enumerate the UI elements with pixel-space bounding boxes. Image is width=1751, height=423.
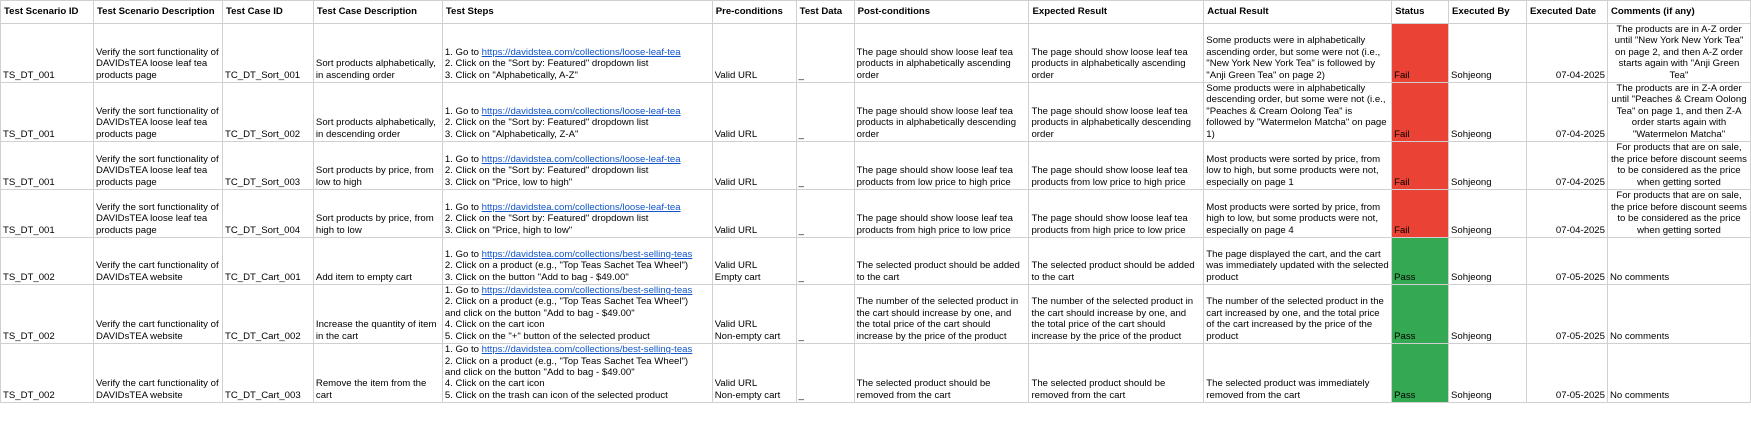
test-step (445, 47, 710, 58)
header-scenario-id[interactable]: Test Scenario ID (1, 1, 94, 24)
cell-postconditions[interactable]: The page should show loose leaf tea products in alphabetically ascending order (854, 24, 1029, 83)
cell-case-id[interactable]: TC_DT_Sort_003 (222, 142, 313, 190)
cell-preconditions[interactable]: Valid URL (712, 83, 796, 142)
cell-postconditions[interactable]: The page should show loose leaf tea products in alphabetically descending order (854, 83, 1029, 142)
cell-actual-result[interactable]: Some products were in alphabetically descending order, but some were not (i.e., "Peaches & Cream Oolong Tea" is followed by "Watermelon Matcha" on page 1) (1204, 83, 1392, 142)
cell-scenario-id[interactable]: TS_DT_001 (1, 142, 94, 190)
test-step-text: 2. Click on a product (e.g., "Top Teas Sachet Tea Wheel") (444, 260, 689, 272)
header-test-data[interactable]: Test Data (796, 1, 854, 24)
test-step (445, 177, 710, 188)
cell-comments[interactable]: No comments (1607, 238, 1750, 285)
cell-expected-result[interactable]: The selected product should be removed from the cart (1029, 344, 1204, 403)
cell-executed-by[interactable]: Sohjeong (1449, 142, 1527, 190)
test-step (445, 117, 710, 128)
cell-status[interactable]: Fail (1392, 142, 1449, 190)
test-step (445, 129, 710, 140)
test-step (445, 344, 710, 355)
test-step-text: 5. Click on the "+" button of the selected product (444, 330, 650, 342)
cell-scenario-description[interactable]: Verify the sort functionality of DAVIDsTEA loose leaf tea products page (93, 142, 222, 190)
cell-scenario-id[interactable]: TS_DT_001 (1, 24, 94, 83)
cell-test-data[interactable]: _ (796, 83, 854, 142)
cell-scenario-description[interactable]: Verify the sort functionality of DAVIDsTEA loose leaf tea products page (93, 83, 222, 142)
cell-preconditions[interactable]: Valid URL (712, 190, 796, 238)
test-step-text: 4. Click on the cart icon (444, 319, 545, 331)
cell-preconditions[interactable]: Valid URL (712, 142, 796, 190)
cell-case-id[interactable]: TC_DT_Cart_003 (222, 344, 313, 403)
cell-expected-result[interactable]: The page should show loose leaf tea products from low price to high price (1029, 142, 1204, 190)
cell-scenario-description[interactable]: Verify the sort functionality of DAVIDsTEA loose leaf tea products page (93, 24, 222, 83)
cell-scenario-id[interactable]: TS_DT_002 (1, 285, 94, 344)
test-step-link[interactable]: https://davidstea.com/collections/loose-leaf-tea (481, 105, 681, 117)
test-step (445, 378, 710, 389)
test-step (445, 165, 710, 176)
cell-postconditions[interactable]: The number of the selected product in the cart should increase by one, and the total price of the cart should increase by the price of the product (854, 285, 1029, 344)
test-step (445, 58, 710, 69)
test-step-text: 2. Click on the "Sort by: Featured" dropdown list (444, 213, 649, 225)
header-test-steps[interactable]: Test Steps (442, 1, 712, 24)
test-step (445, 296, 710, 319)
cell-case-description[interactable]: Remove the item from the cart (313, 344, 442, 403)
cell-test-data[interactable]: _ (796, 238, 854, 285)
cell-status[interactable]: Pass (1392, 238, 1449, 285)
cell-test-data[interactable]: _ (796, 344, 854, 403)
cell-test-data[interactable]: _ (796, 142, 854, 190)
test-step-link[interactable]: https://davidstea.com/collections/best-selling-teas (481, 344, 693, 356)
header-expected-result[interactable]: Expected Result (1029, 1, 1204, 24)
cell-scenario-description[interactable]: Verify the cart functionality of DAVIDsTEA website (93, 285, 222, 344)
cell-status[interactable]: Pass (1392, 285, 1449, 344)
test-step (445, 285, 710, 296)
cell-test-steps[interactable] (442, 238, 712, 285)
cell-expected-result[interactable]: The number of the selected product in the cart should increase by one, and the total price of the cart should increase by the price of the product (1029, 285, 1204, 344)
test-step (445, 331, 710, 342)
cell-case-description[interactable]: Sort products alphabetically, in descending order (313, 83, 442, 142)
test-step (445, 272, 710, 283)
cell-comments[interactable]: The products are in Z-A order until "Peaches & Cream Oolong Tea" on page 1, and then Z-A order starts again with "Watermelon Matcha" (1607, 83, 1750, 142)
table-row (1, 190, 1751, 238)
test-step (445, 225, 710, 236)
cell-test-data[interactable]: _ (796, 190, 854, 238)
cell-expected-result[interactable]: The page should show loose leaf tea products from high price to low price (1029, 190, 1204, 238)
cell-scenario-id[interactable]: TS_DT_001 (1, 83, 94, 142)
cell-comments[interactable]: For products that are on sale, the price before discount seems to be considered as the price when getting sorted (1607, 142, 1750, 190)
table-row (1, 142, 1751, 190)
cell-case-id[interactable]: TC_DT_Sort_001 (222, 24, 313, 83)
test-step-text: 1. Go to (444, 344, 482, 356)
header-case-description[interactable]: Test Case Description (313, 1, 442, 24)
test-step-text: 2. Click on the "Sort by: Featured" dropdown list (444, 165, 649, 177)
test-step-text: 2. Click on the "Sort by: Featured" dropdown list (444, 58, 649, 70)
header-executed-by[interactable]: Executed By (1449, 1, 1527, 24)
test-step-text: 1. Go to (444, 248, 482, 260)
cell-case-id[interactable]: TC_DT_Sort_002 (222, 83, 313, 142)
cell-executed-date[interactable]: 07-05-2025 (1527, 285, 1608, 344)
cell-executed-date[interactable]: 07-04-2025 (1527, 83, 1608, 142)
cell-actual-result[interactable]: Most products were sorted by price, from low to high, but some products were not, especially on page 1 (1204, 142, 1392, 190)
test-step-text: 1. Go to (444, 105, 482, 117)
cell-executed-date[interactable]: 07-04-2025 (1527, 142, 1608, 190)
test-step (445, 356, 710, 379)
cell-scenario-id[interactable]: TS_DT_001 (1, 190, 94, 238)
cell-test-steps[interactable] (442, 24, 712, 83)
cell-postconditions[interactable]: The selected product should be added to the cart (854, 238, 1029, 285)
cell-actual-result[interactable]: Most products were sorted by price, from high to low, but some products were not, especially on page 4 (1204, 190, 1392, 238)
cell-case-id[interactable]: TC_DT_Sort_004 (222, 190, 313, 238)
header-scenario-description[interactable]: Test Scenario Description (93, 1, 222, 24)
cell-case-description[interactable]: Sort products by price, from high to low (313, 190, 442, 238)
cell-scenario-description[interactable]: Verify the sort functionality of DAVIDsTEA loose leaf tea products page (93, 190, 222, 238)
test-step (445, 390, 710, 401)
cell-preconditions[interactable]: Valid URL Non-empty cart (712, 344, 796, 403)
test-step-link[interactable]: https://davidstea.com/collections/loose-leaf-tea (481, 153, 681, 165)
cell-executed-date[interactable]: 07-04-2025 (1527, 24, 1608, 83)
cell-case-id[interactable]: TC_DT_Cart_001 (222, 238, 313, 285)
cell-case-description[interactable]: Add item to empty cart (313, 238, 442, 285)
cell-expected-result[interactable]: The selected product should be added to the cart (1029, 238, 1204, 285)
cell-test-data[interactable]: _ (796, 285, 854, 344)
cell-scenario-description[interactable]: Verify the cart functionality of DAVIDsTEA website (93, 238, 222, 285)
table-row (1, 24, 1751, 83)
cell-scenario-id[interactable]: TS_DT_002 (1, 344, 94, 403)
test-step-text: 4. Click on the cart icon (444, 378, 545, 390)
cell-test-steps[interactable] (442, 190, 712, 238)
cell-executed-date[interactable]: 07-04-2025 (1527, 190, 1608, 238)
test-step (445, 154, 710, 165)
test-step-text: 3. Click on "Price, high to low" (444, 224, 573, 236)
cell-preconditions[interactable]: Valid URL Empty cart (712, 238, 796, 285)
cell-test-steps[interactable] (442, 142, 712, 190)
cell-postconditions[interactable]: The page should show loose leaf tea products from high price to low price (854, 190, 1029, 238)
cell-comments[interactable]: For products that are on sale, the price before discount seems to be considered as the price when getting sorted (1607, 190, 1750, 238)
cell-case-id[interactable]: TC_DT_Cart_002 (222, 285, 313, 344)
cell-comments[interactable]: No comments (1607, 344, 1750, 403)
test-step (445, 260, 710, 271)
cell-executed-by[interactable]: Sohjeong (1449, 285, 1527, 344)
cell-executed-date[interactable]: 07-05-2025 (1527, 238, 1608, 285)
cell-expected-result[interactable]: The page should show loose leaf tea products in alphabetically ascending order (1029, 24, 1204, 83)
cell-case-description[interactable]: Sort products alphabetically, in ascending order (313, 24, 442, 83)
test-step-text: 3. Click on "Alphabetically, Z-A" (444, 128, 579, 140)
cell-test-steps[interactable] (442, 344, 712, 403)
cell-actual-result[interactable]: The number of the selected product in the cart increased by one, and the total price of the cart increased by the price of the product (1204, 285, 1392, 344)
cell-preconditions[interactable]: Valid URL (712, 24, 796, 83)
table-row (1, 83, 1751, 142)
test-step-link[interactable]: https://davidstea.com/collections/loose-leaf-tea (481, 46, 681, 58)
cell-expected-result[interactable]: The page should show loose leaf tea products in alphabetically descending order (1029, 83, 1204, 142)
test-step-text: 3. Click on "Price, low to high" (444, 176, 573, 188)
cell-executed-by[interactable]: Sohjeong (1449, 344, 1527, 403)
test-step-text: 5. Click on the trash can icon of the selected product (444, 389, 668, 401)
header-row (1, 1, 1751, 24)
cell-comments[interactable]: No comments (1607, 285, 1750, 344)
cell-status[interactable]: Fail (1392, 190, 1449, 238)
cell-case-description[interactable]: Sort products by price, from low to high (313, 142, 442, 190)
header-case-id[interactable]: Test Case ID (222, 1, 313, 24)
test-step-text: 2. Click on a product (e.g., "Top Teas Sachet Tea Wheel") and click on the button "Add to bag - $49.00" (444, 296, 689, 319)
header-actual-result[interactable]: Actual Result (1204, 1, 1392, 24)
cell-scenario-id[interactable]: TS_DT_002 (1, 238, 94, 285)
header-postconditions[interactable]: Post-conditions (854, 1, 1029, 24)
header-preconditions[interactable]: Pre-conditions (712, 1, 796, 24)
cell-test-steps[interactable] (442, 285, 712, 344)
test-step (445, 249, 710, 260)
test-step-link[interactable]: https://davidstea.com/collections/best-selling-teas (481, 248, 693, 260)
test-step (445, 106, 710, 117)
table-row (1, 285, 1751, 344)
test-step-text: 2. Click on a product (e.g., "Top Teas Sachet Tea Wheel") and click on the button "Add to bag - $49.00" (444, 355, 689, 378)
test-step (445, 70, 710, 81)
test-step (445, 213, 710, 224)
test-step-text: 3. Click on the button "Add to bag - $49.00" (444, 271, 629, 283)
test-step (445, 319, 710, 330)
test-step-text: 2. Click on the "Sort by: Featured" dropdown list (444, 117, 649, 129)
cell-comments[interactable]: The products are in A-Z order until "New York New York Tea" on page 2, and then A-Z order starts again with "Anji Green Tea" (1607, 24, 1750, 83)
cell-case-description[interactable]: Increase the quantity of item in the cart (313, 285, 442, 344)
test-step-text: 1. Go to (444, 201, 482, 213)
table-row (1, 344, 1751, 403)
cell-executed-by[interactable]: Sohjeong (1449, 24, 1527, 83)
cell-status[interactable]: Fail (1392, 83, 1449, 142)
cell-test-steps[interactable] (442, 83, 712, 142)
cell-actual-result[interactable]: The page displayed the cart, and the cart was immediately updated with the selected product (1204, 238, 1392, 285)
cell-preconditions[interactable]: Valid URL Non-empty cart (712, 285, 796, 344)
header-executed-date[interactable]: Executed Date (1527, 1, 1608, 24)
cell-postconditions[interactable]: The page should show loose leaf tea products from low price to high price (854, 142, 1029, 190)
cell-executed-by[interactable]: Sohjeong (1449, 190, 1527, 238)
header-comments[interactable]: Comments (if any) (1607, 1, 1750, 24)
cell-status[interactable]: Fail (1392, 24, 1449, 83)
cell-executed-by[interactable]: Sohjeong (1449, 238, 1527, 285)
test-step-link[interactable]: https://davidstea.com/collections/best-selling-teas (481, 285, 693, 297)
cell-actual-result[interactable]: Some products were in alphabetically ascending order, but some were not (i.e., "New York New York Tea" is followed by "Anji Green Tea" on page 2) (1204, 24, 1392, 83)
header-status[interactable]: Status (1392, 1, 1449, 24)
test-step-text: 1. Go to (444, 285, 482, 297)
test-step-text: 3. Click on "Alphabetically, A-Z" (444, 69, 578, 81)
cell-scenario-description[interactable]: Verify the cart functionality of DAVIDsTEA website (93, 344, 222, 403)
test-step-link[interactable]: https://davidstea.com/collections/loose-leaf-tea (481, 201, 681, 213)
test-step-text: 1. Go to (444, 153, 482, 165)
cell-executed-date[interactable]: 07-05-2025 (1527, 344, 1608, 403)
cell-actual-result[interactable]: The selected product was immediately removed from the cart (1204, 344, 1392, 403)
table-row (1, 238, 1751, 285)
cell-test-data[interactable]: _ (796, 24, 854, 83)
cell-executed-by[interactable]: Sohjeong (1449, 83, 1527, 142)
test-step (445, 202, 710, 213)
cell-status[interactable]: Pass (1392, 344, 1449, 403)
cell-postconditions[interactable]: The selected product should be removed from the cart (854, 344, 1029, 403)
test-step-text: 1. Go to (444, 46, 482, 58)
